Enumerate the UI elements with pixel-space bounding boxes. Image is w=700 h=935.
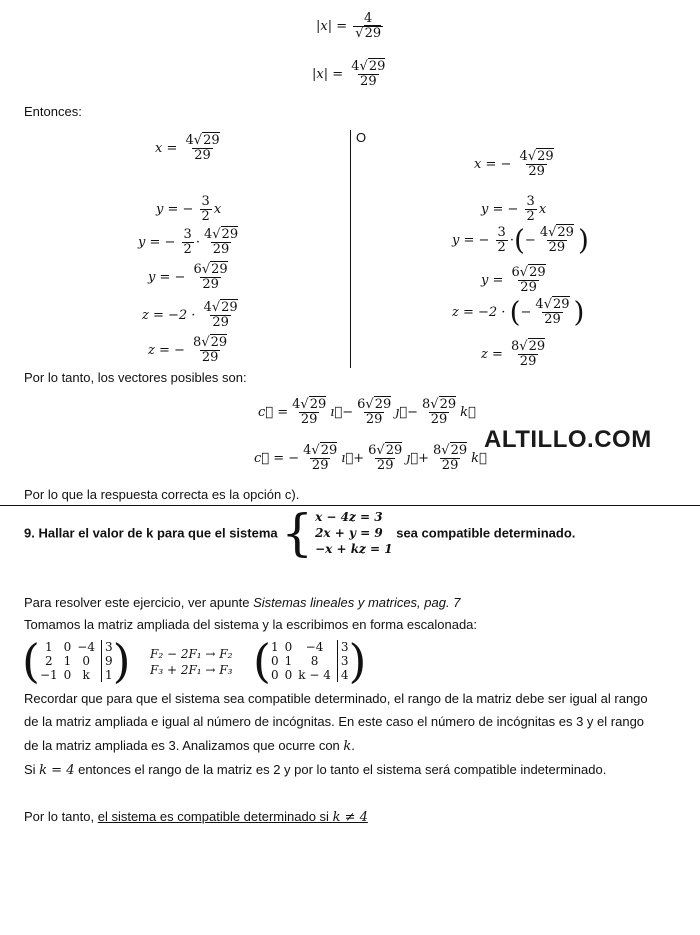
matrix-echelon-cell: 3 — [337, 640, 349, 654]
row-operations: F₂ − 2F₁ → F₂ F₃ + 2F₁ → F₃ — [150, 647, 233, 677]
matrix-original-cell: k — [82, 668, 90, 682]
matrix-echelon-cell: 4 — [337, 668, 349, 682]
matrix-original-cell: 2 — [44, 654, 53, 668]
matrix-echelon-cell: 0 — [284, 668, 293, 682]
matrix-echelon-cell: 0 — [284, 640, 293, 654]
matrix-echelon-cell: 1 — [270, 640, 279, 654]
matrix-echelon-cell: k − 4 — [298, 668, 331, 682]
matrix-echelon-grid — [271, 640, 349, 682]
left-z1-eq: z = −2 · $\frac{4√29}{29}$ — [142, 300, 238, 330]
matrix-original: ( 1 0 −4 3 2 1 0 9 −1 0 k 1 ) — [22, 634, 131, 688]
right-z2-eq: z = $\frac{8√29}{29}$ — [481, 339, 546, 369]
problem-9-statement — [24, 504, 576, 562]
matrix-echelon-cell: −4 — [305, 640, 324, 654]
right-y3-eq: y = $\frac{6√29}{29}$ — [481, 265, 546, 295]
matrix-original-cell: 0 — [63, 640, 72, 654]
conclusion-line: Por lo tanto, el sistema es compatible determinado si k ≠ 4 — [24, 809, 368, 825]
matrix-echelon-cell: 1 — [284, 654, 293, 668]
right-y1-eq: y = − $\frac{3}{2}$ x — [481, 194, 547, 224]
matrix-original-cell: 1 — [63, 654, 72, 668]
problem-9-suffix: sea compatible determinado. — [396, 525, 576, 541]
matrix-original-cell: 1 — [101, 668, 113, 682]
matrix-echelon-cell: 8 — [310, 654, 319, 668]
problem-9-prefix: 9. Hallar el valor de k para que el sistema — [24, 525, 278, 541]
equation-system: { x − 4z = 3 2x + y = 9 −x + kz = 1 — [281, 504, 393, 562]
explanation-line-3: de la matriz ampliada es 3. Analizamos que ocurre con k. — [24, 738, 355, 754]
matrix-echelon-cell: 0 — [270, 668, 279, 682]
matrix-original-cell: −1 — [39, 668, 58, 682]
vectors-intro: Por lo tanto, los vectores posibles son: — [24, 370, 247, 385]
watermark-logo: ALTILLO.COM — [484, 426, 652, 453]
vector-eq-2: c⃗ = − $\frac{4√29}{29}$ ı⃗+ $\frac{6√29}{29}$ ȷ⃗+ $\frac{8√29}{29}$ k⃗ — [254, 443, 487, 473]
vector-eq-1: c⃗ = $\frac{4√29}{29}$ ı⃗− $\frac{6√29}{29}$ ȷ⃗− $\frac{8√29}{29}$ k⃗ — [258, 397, 476, 427]
solution-line-1: Para resolver este ejercicio, ver apunte Sistemas lineales y matrices, pag. 7 — [24, 595, 461, 610]
explanation-line-2: de la matriz ampliada e igual al número de incógnitas. En este caso el número de incógnitas es 3 y el rango — [24, 714, 645, 729]
explanation-line-4: Si k = 4 entonces el rango de la matriz es 2 y por lo tanto el sistema será compatible indeterminado. — [24, 762, 607, 778]
or-label: O — [356, 130, 367, 145]
column-divider — [350, 130, 351, 368]
matrix-original-cell: −4 — [77, 640, 95, 654]
left-y1-eq: y = − $\frac{3}{2}$ x — [156, 194, 222, 224]
left-z2-eq: z = − $\frac{8√29}{29}$ — [148, 335, 228, 365]
solution-line-2: Tomamos la matriz ampliada del sistema y la escribimos en forma escalonada: — [24, 617, 478, 632]
entonces-label: Entonces: — [24, 104, 82, 119]
left-y3-eq: y = − $\frac{6√29}{29}$ — [148, 262, 228, 292]
answer-line: Por lo que la respuesta correcta es la opción c). — [24, 487, 300, 502]
matrix-original-cell: 3 — [101, 640, 113, 654]
matrix-original-cell: 1 — [44, 640, 53, 654]
right-y2-eq: y = − $\frac{3}{2}$ ·(− $\frac{4√29}{29}$ ) — [452, 223, 589, 257]
explanation-line-1: Recordar que para que el sistema sea compatible determinado, el rango de la matriz debe ser igual al rango — [24, 691, 648, 706]
section-divider — [0, 505, 700, 506]
matrix-original-cell: 0 — [63, 668, 72, 682]
eq-abs-x-1: |x| = $\frac{4}{√29}$ — [316, 11, 382, 41]
matrix-echelon-cell: 3 — [337, 654, 349, 668]
matrix-original-cell: 9 — [101, 654, 113, 668]
eq-abs-x-2: |x| = $\frac{4√29}{29}$ — [312, 59, 386, 89]
matrix-echelon-cell: 0 — [270, 654, 279, 668]
right-x-eq: x = − $\frac{4√29}{29}$ — [474, 149, 554, 179]
matrix-echelon: ( 1 0 −4 3 0 1 8 3 0 0 k − 4 4 ) — [253, 634, 367, 688]
left-y2-eq: y = − $\frac{3}{2}$ · $\frac{4√29}{29}$ — [138, 227, 239, 257]
left-x-eq: x = $\frac{4√29}{29}$ — [155, 133, 220, 163]
matrix-original-grid — [40, 640, 113, 682]
right-z1-eq: z = −2 · (− $\frac{4√29}{29}$ ) — [452, 295, 585, 329]
matrix-original-cell: 0 — [82, 654, 90, 668]
